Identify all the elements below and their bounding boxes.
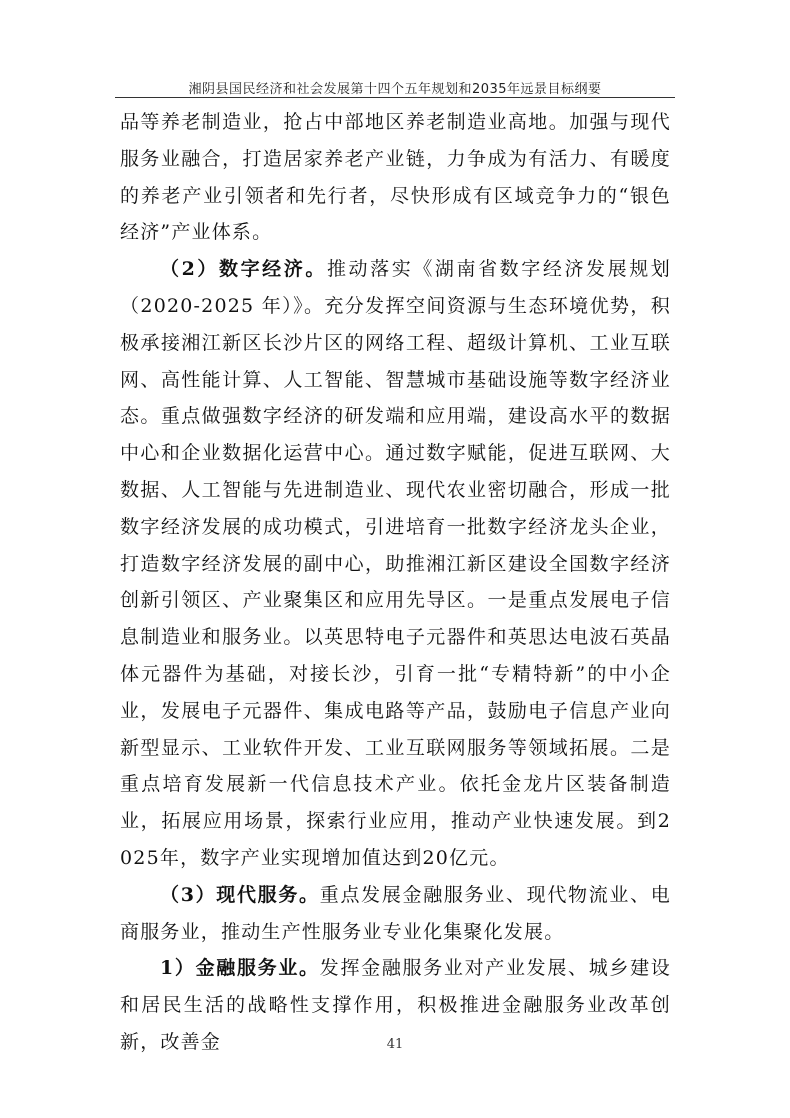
paragraph-modern-services-text: 重点发展金融服务业、现代物流业、电商服务业，推动生产性服务业专业化集聚化发展。 — [120, 883, 671, 943]
document-body — [120, 104, 671, 1061]
section-heading-digital-economy: （2）数字经济。 — [160, 258, 327, 281]
header-divider — [115, 97, 675, 98]
section-heading-modern-services: （3）现代服务。 — [160, 883, 320, 906]
paragraph-financial-services-text: 发挥金融服务业对产业发展、城乡建设和居民生活的战略性支撑作用，积极推进金融服务业改革创新，改善金 — [120, 957, 671, 1053]
paragraph-elderly-care-continuation: 品等养老制造业，抢占中部地区养老制造业高地。加强与现代服务业融合，打造居家养老产业链，力争成为有活力、有暖度的养老产业引领者和先行者，尽快形成有区域竞争力的“银色经济”产业体系。 — [120, 111, 671, 244]
running-header-title: 湘阴县国民经济和社会发展第十四个五年规划和2035年远景目标纲要 — [188, 82, 602, 97]
page-number: 41 — [386, 1037, 404, 1052]
paragraph-modern-services — [120, 877, 671, 951]
paragraph-digital-economy — [120, 251, 671, 877]
paragraph-digital-economy-text: 推动落实《湖南省数字经济发展规划（2020-2025 年）》。充分发挥空间资源与生态环境优势，积极承接湘江新区长沙片区的网络工程、超级计算机、工业互联网、高性能计算、人工智能、智慧城市基础设施等数字经济业态。重点做强数字经济的研发端和应用端，建设高水平的数据中心和企业数据化运营中心。通过数字赋能，促进互联网、大数据、人工智能与先进制造业、现代农业密切融合，形成一批数字经济发展的成功模式，引进培育一批数字经济龙头企业，打造数字经济发展的副中心，助推湘江新区建设全国数字经济创新引领区、产业聚集区和应用先导区。一是重点发展电子信息制造业和服务业。以英思特电子元器件和英思达电波石英晶体元器件为基础，对接长沙，引育一批“专精特新”的中小企业，发展电子元器件、集成电路等产品，鼓励电子信息产业向新型显示、工业软件开发、工业互联网服务等领域拓展。二是重点培育发展新一代信息技术产业。依托金龙片区装备制造业，拓展应用场景，探索行业应用，推动产业快速发展。到2025年，数字产业实现增加值达到20亿元。 — [120, 258, 672, 869]
section-heading-financial-services: 1）金融服务业。 — [160, 957, 320, 980]
